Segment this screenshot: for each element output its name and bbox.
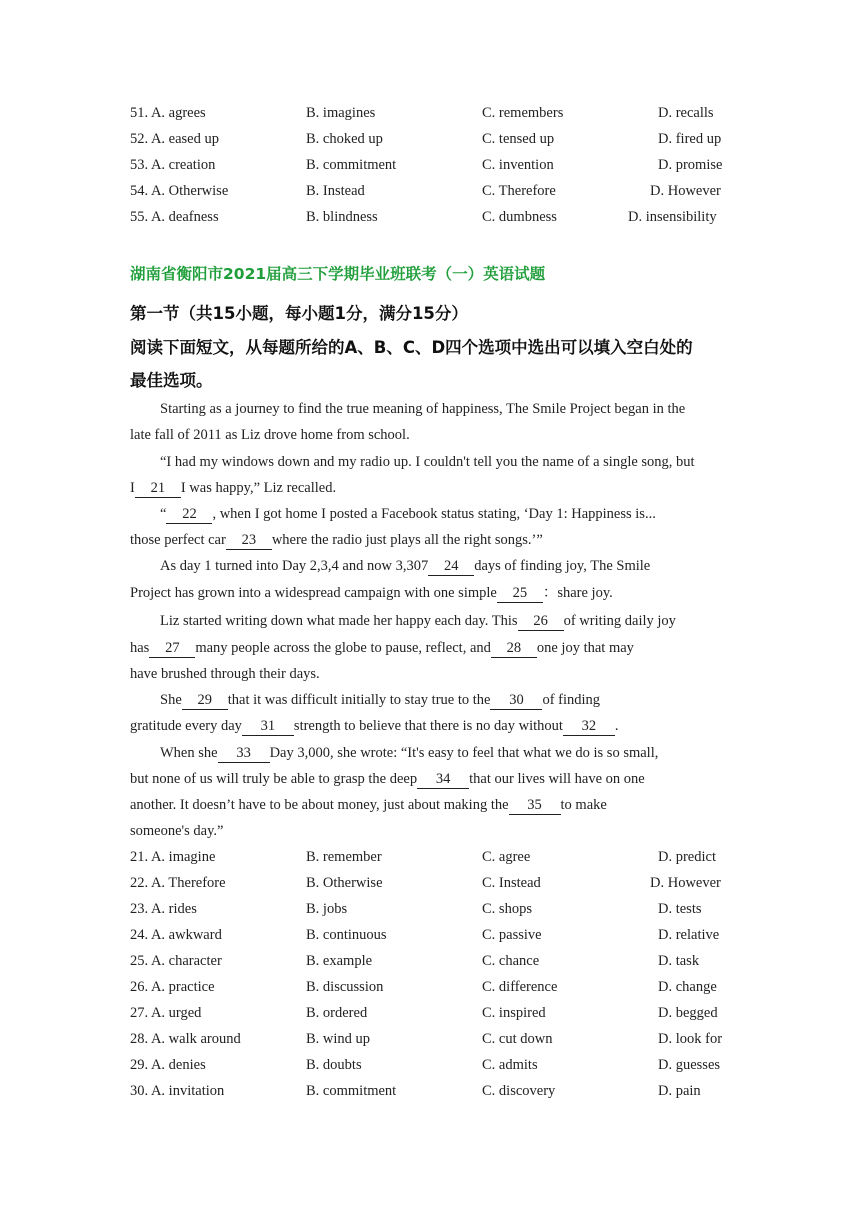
option-d: D. However bbox=[650, 183, 721, 199]
passage-line: another. It doesn’t have to be about money, just about making the 35 to make bbox=[130, 797, 607, 813]
blank-34: 34 bbox=[417, 771, 469, 789]
section-heading: 第一节（共15小题，每小题1分，满分15分） bbox=[130, 304, 468, 323]
option-a: 21. A. imagine bbox=[130, 849, 216, 865]
option-a: 51. A. agrees bbox=[130, 105, 206, 121]
blank-25: 25 bbox=[497, 585, 543, 603]
passage-line: gratitude every day 31 strength to believe that there is no day without 32 . bbox=[130, 718, 619, 734]
passage-line: Project has grown into a widespread campaign with one simple 25 ：share joy. bbox=[130, 585, 613, 601]
option-d: D. task bbox=[658, 953, 700, 969]
question-row bbox=[130, 101, 750, 125]
option-c: C. Instead bbox=[482, 875, 541, 891]
option-c: C. discovery bbox=[482, 1083, 556, 1099]
option-d: D. look for bbox=[658, 1031, 723, 1047]
option-a: 23. A. rides bbox=[130, 901, 197, 917]
option-a: 54. A. Otherwise bbox=[130, 183, 229, 199]
passage-line: those perfect car 23 where the radio just plays all the right songs.’” bbox=[130, 532, 543, 548]
passage-line: I 21 I was happy,” Liz recalled. bbox=[130, 480, 337, 496]
passage-line: When she 33 Day 3,000, she wrote: “It's easy to feel that what we do is so small, bbox=[160, 745, 659, 761]
blank-26: 26 bbox=[518, 613, 564, 631]
passage-line: “ 22 , when I got home I posted a Facebook status stating, ‘Day 1: Happiness is... bbox=[160, 506, 656, 522]
blank-31: 31 bbox=[242, 718, 294, 736]
passage-line: As day 1 turned into Day 2,3,4 and now 3,307 24 days of finding joy, The Smile bbox=[160, 558, 651, 574]
option-d: D. pain bbox=[658, 1083, 701, 1099]
blank-24: 24 bbox=[428, 558, 474, 576]
blank-30: 30 bbox=[490, 692, 542, 710]
option-d: D. fired up bbox=[658, 131, 722, 147]
option-a: 22. A. Therefore bbox=[130, 875, 226, 891]
question-row bbox=[130, 1079, 750, 1103]
option-a: 53. A. creation bbox=[130, 157, 216, 173]
option-c: C. agree bbox=[482, 849, 531, 865]
option-b: B. commitment bbox=[306, 157, 397, 173]
option-c: C. invention bbox=[482, 157, 554, 173]
option-b: B. Otherwise bbox=[306, 875, 383, 891]
blank-23: 23 bbox=[226, 532, 272, 550]
question-row bbox=[130, 975, 750, 999]
option-a: 24. A. awkward bbox=[130, 927, 222, 943]
option-d: D. predict bbox=[658, 849, 716, 865]
option-c: C. shops bbox=[482, 901, 532, 917]
passage-line: but none of us will truly be able to grasp the deep 34 that our lives will have on one bbox=[130, 771, 645, 787]
option-b: B. imagines bbox=[306, 105, 376, 121]
option-b: B. commitment bbox=[306, 1083, 397, 1099]
instruction-line: 阅读下面短文，从每题所给的A、B、C、D四个选项中选出可以填入空白处的 bbox=[130, 338, 693, 357]
option-d: D. However bbox=[650, 875, 721, 891]
option-b: B. discussion bbox=[306, 979, 384, 995]
question-row bbox=[130, 205, 750, 229]
option-a: 52. A. eased up bbox=[130, 131, 219, 147]
passage-line: Starting as a journey to find the true meaning of happiness, The Smile Project began in the bbox=[160, 401, 686, 417]
question-row bbox=[130, 1001, 750, 1025]
option-a: 30. A. invitation bbox=[130, 1083, 225, 1099]
option-d: D. relative bbox=[658, 927, 720, 943]
question-row bbox=[130, 897, 750, 921]
option-c: C. difference bbox=[482, 979, 558, 995]
option-c: C. passive bbox=[482, 927, 542, 943]
passage-line: have brushed through their days. bbox=[130, 666, 320, 682]
option-c: C. cut down bbox=[482, 1031, 553, 1047]
passage-line: someone's day.” bbox=[130, 823, 224, 839]
blank-33: 33 bbox=[218, 745, 270, 763]
blank-27: 27 bbox=[149, 640, 195, 658]
option-b: B. remember bbox=[306, 849, 382, 865]
passage-line: Liz started writing down what made her happy each day. This 26 of writing daily joy bbox=[160, 613, 676, 629]
option-c: C. Therefore bbox=[482, 183, 556, 199]
question-row bbox=[130, 871, 750, 895]
passage-line: She 29 that it was difficult initially to stay true to the 30 of finding bbox=[160, 692, 601, 708]
option-b: B. choked up bbox=[306, 131, 383, 147]
section-title: 湖南省衡阳市2021届高三下学期毕业班联考（一）英语试题 bbox=[130, 265, 546, 283]
option-b: B. jobs bbox=[306, 901, 348, 917]
option-a: 25. A. character bbox=[130, 953, 222, 969]
blank-22: 22 bbox=[166, 506, 212, 524]
blank-35: 35 bbox=[509, 797, 561, 815]
question-row bbox=[130, 949, 750, 973]
question-row bbox=[130, 1053, 750, 1077]
blank-28: 28 bbox=[491, 640, 537, 658]
question-row bbox=[130, 845, 750, 869]
option-d: D. change bbox=[658, 979, 717, 995]
question-row bbox=[130, 153, 750, 177]
option-d: D. recalls bbox=[658, 105, 714, 121]
option-a: 26. A. practice bbox=[130, 979, 215, 995]
blank-32: 32 bbox=[563, 718, 615, 736]
option-a: 28. A. walk around bbox=[130, 1031, 241, 1047]
option-c: C. tensed up bbox=[482, 131, 555, 147]
option-d: D. tests bbox=[658, 901, 702, 917]
option-b: B. continuous bbox=[306, 927, 387, 943]
instruction-line: 最佳选项。 bbox=[130, 371, 213, 390]
option-c: C. admits bbox=[482, 1057, 538, 1073]
question-row bbox=[130, 179, 750, 203]
blank-21: 21 bbox=[135, 480, 181, 498]
question-row bbox=[130, 1027, 750, 1051]
passage-line: has 27 many people across the globe to pause, reflect, and 28 one joy that may bbox=[130, 640, 634, 656]
option-a: 27. A. urged bbox=[130, 1005, 202, 1021]
option-b: B. example bbox=[306, 953, 373, 969]
option-a: 29. A. denies bbox=[130, 1057, 206, 1073]
option-c: C. remembers bbox=[482, 105, 564, 121]
question-row bbox=[130, 923, 750, 947]
passage-line: late fall of 2011 as Liz drove home from school. bbox=[130, 427, 410, 443]
option-a: 55. A. deafness bbox=[130, 209, 219, 225]
option-b: B. ordered bbox=[306, 1005, 368, 1021]
option-d: D. promise bbox=[658, 157, 723, 173]
option-c: C. chance bbox=[482, 953, 540, 969]
passage-line: “I had my windows down and my radio up. I couldn't tell you the name of a single song, but bbox=[160, 454, 695, 470]
option-c: C. inspired bbox=[482, 1005, 546, 1021]
question-row bbox=[130, 127, 750, 151]
option-b: B. blindness bbox=[306, 209, 378, 225]
option-c: C. dumbness bbox=[482, 209, 557, 225]
option-b: B. doubts bbox=[306, 1057, 362, 1073]
option-d: D. begged bbox=[658, 1005, 718, 1021]
blank-29: 29 bbox=[182, 692, 228, 710]
option-b: B. wind up bbox=[306, 1031, 371, 1047]
option-b: B. Instead bbox=[306, 183, 365, 199]
option-d: D. guesses bbox=[658, 1057, 721, 1073]
option-d: D. insensibility bbox=[628, 209, 717, 225]
